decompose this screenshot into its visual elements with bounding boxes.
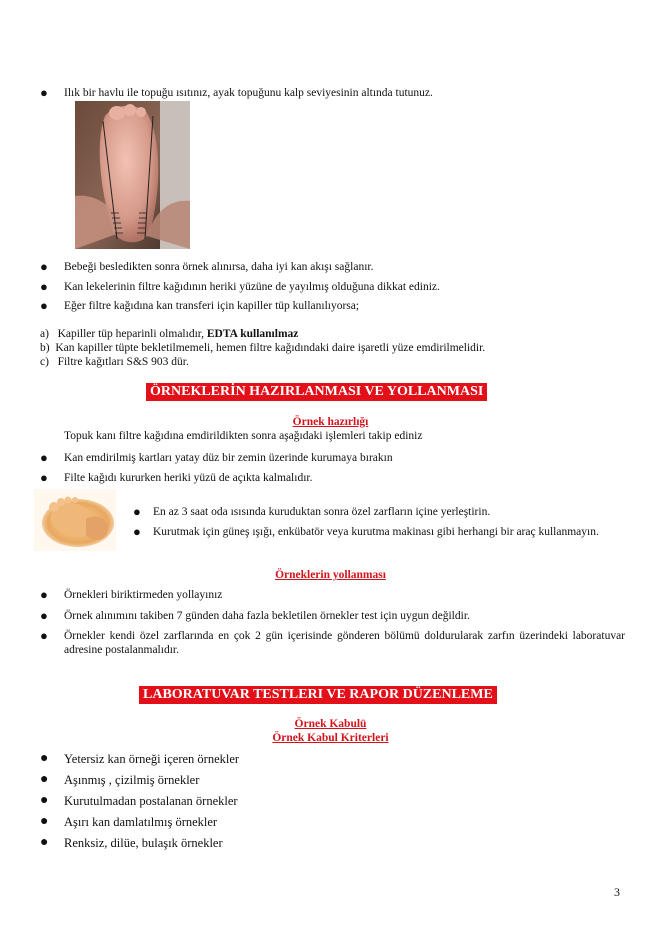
bullet-icon: ● — [40, 608, 48, 623]
bullet-icon: ● — [133, 504, 141, 519]
bullet-icon: ● — [40, 450, 48, 465]
list-item-text: Aşınmış , çizilmiş örnekler — [64, 773, 200, 787]
list-item — [133, 525, 625, 553]
lettered-item — [40, 356, 189, 369]
bullet-icon: ● — [40, 772, 49, 787]
subheading: Örnek hazırlığı — [292, 416, 369, 428]
baby-feet-photo — [34, 489, 116, 551]
bullet-icon: ● — [40, 279, 48, 294]
bullet-icon: ● — [40, 587, 48, 602]
section-heading: ÖRNEKLERİN HAZIRLANMASI VE YOLLANMASI — [146, 383, 487, 401]
bullet-icon: ● — [40, 85, 48, 100]
list-item-text: Örnekleri biriktirmeden yollayınız — [64, 589, 223, 601]
lettered-item — [40, 342, 485, 355]
list-item-text: Renksiz, dilüe, bulaşık örnekler — [64, 836, 223, 850]
item-marker: b) — [40, 342, 50, 354]
item-marker: a) — [40, 328, 49, 340]
list-item-text: Kurutmak için güneş ışığı, enkübatör veya kurutma makinası gibi herhangi bir araç kullanmayın. — [153, 526, 599, 538]
list-item-text: Eğer filtre kağıdına kan transferi için kapiller tüp kullanılıyorsa; — [64, 300, 360, 312]
bullet-icon: ● — [40, 470, 48, 485]
page-number: 3 — [614, 885, 620, 899]
bullet-icon: ● — [40, 298, 48, 313]
lettered-item — [40, 328, 298, 341]
bullet-icon: ● — [40, 835, 49, 850]
item-text: Kan kapiller tüpte bekletilmemeli, hemen filtre kağıdındaki daire işaretli yüze emdirilmelidir. — [55, 342, 486, 354]
list-item-text: Örnekler kendi özel zarflarında en çok 2 gün içerisinde gönderen bölümü doldurularak zarfın üzerindeki laboratuvar adresine postalanmalıdır. — [64, 630, 625, 656]
bullet-icon: ● — [133, 524, 141, 539]
list-item-text: En az 3 saat oda ısısında kuruduktan sonra özel zarfların içine yerleştirin. — [153, 506, 491, 518]
list-item-text: Yetersiz kan örneği içeren örnekler — [64, 752, 240, 766]
subheading: Örnek Kabulü — [294, 718, 367, 730]
bullet-icon: ● — [40, 259, 48, 274]
item-text: Kapiller tüp heparinli olmalıdır, — [57, 328, 207, 340]
list-item-text: Filte kağıdı kururken heriki yüzü de açıkta kalmalıdır. — [64, 472, 313, 484]
list-item-text: Kurutulmadan postalanan örnekler — [64, 794, 238, 808]
intro-text: Topuk kanı filtre kağıdına emdirildikten sonra aşağıdaki işlemleri takip ediniz — [64, 430, 423, 442]
list-item-text: Bebeği besledikten sonra örnek alınırsa, daha iyi kan akışı sağlanır. — [64, 261, 374, 273]
list-item-text: Kan emdirilmiş kartları yatay düz bir zemin üzerinde kurumaya bırakın — [64, 452, 393, 464]
subheading: Örnek Kabul Kriterleri — [272, 732, 389, 744]
bullet-icon: ● — [40, 793, 49, 808]
bullet-icon: ● — [40, 751, 49, 766]
heel-photo — [75, 101, 190, 249]
section-heading: LABORATUVAR TESTLERI VE RAPOR DÜZENLEME — [139, 686, 497, 704]
item-bold-text: EDTA kullanılmaz — [206, 328, 299, 340]
bullet-icon: ● — [40, 628, 48, 643]
item-text: Filtre kağıtları S&S 903 dür. — [57, 356, 189, 368]
bullet-icon: ● — [40, 814, 49, 829]
list-item-text: Kan lekelerinin filtre kağıdının heriki yüzüne de yayılmış olduğuna dikkat ediniz. — [64, 281, 440, 293]
item-marker: c) — [40, 356, 49, 368]
subheading: Örneklerin yollanması — [275, 569, 386, 581]
list-item-text: Örnek alınımını takiben 7 günden daha fazla bekletilen örnekler test için uygun değildir. — [64, 610, 470, 622]
list-item — [40, 629, 625, 657]
list-item-text: Ilık bir havlu ile topuğu ısıtınız, ayak topuğunu kalp seviyesinin altında tutunuz. — [64, 87, 433, 99]
list-item-text: Aşırı kan damlatılmış örnekler — [64, 815, 218, 829]
